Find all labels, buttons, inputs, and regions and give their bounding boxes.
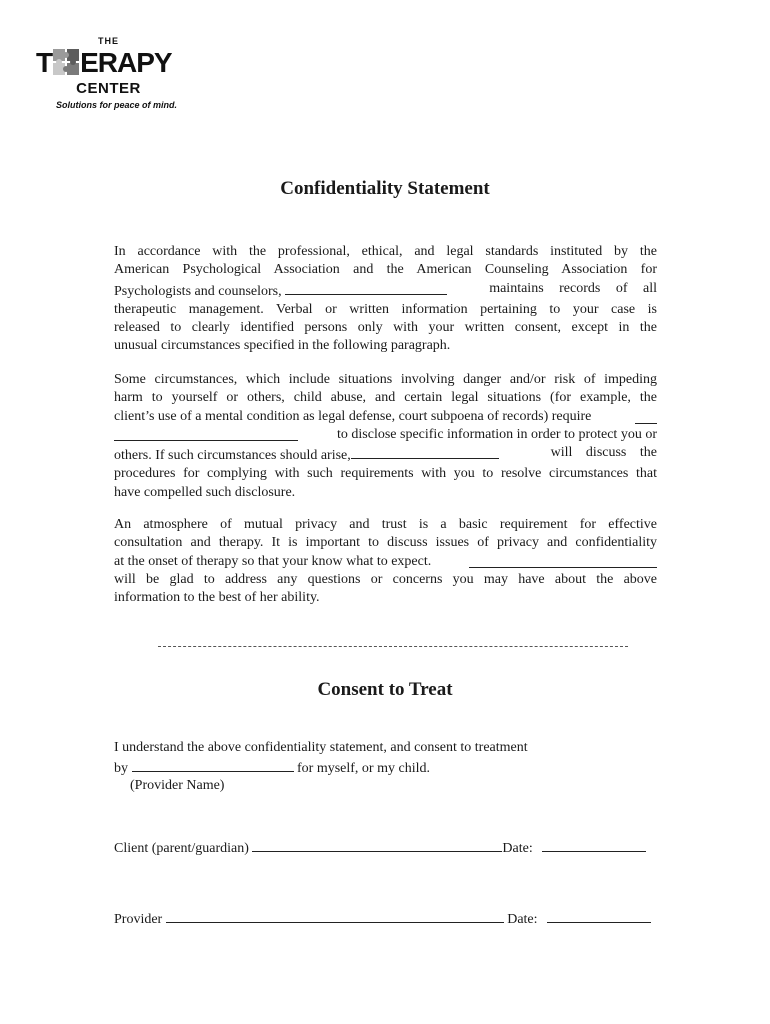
confidentiality-paragraph-3 <box>114 516 657 607</box>
text-fragment: Psychologists and counselors, <box>114 280 447 301</box>
provider-name-blank-2b[interactable] <box>114 426 298 441</box>
text-line: In accordance with the professional, ethical, and legal standards instituted by the <box>114 244 657 259</box>
text-line: procedures for complying with such requirements with you to resolve circumstances that <box>114 466 657 482</box>
text-line <box>114 280 657 301</box>
logo-tagline: Solutions for peace of mind. <box>56 100 178 110</box>
text-fragment: maintains records of all <box>489 280 657 296</box>
confidentiality-title: Confidentiality Statement <box>280 178 490 199</box>
text-line <box>114 444 657 465</box>
client-signature-row <box>114 837 657 857</box>
text-fragment: at the onset of therapy so that your know what to expect. <box>114 553 432 569</box>
text-fragment: to disclose specific information in order to protect you or <box>337 426 657 442</box>
provider-label: Provider <box>114 912 163 927</box>
logo-center-text: CENTER <box>76 80 141 97</box>
logo-the-text: THE <box>98 36 119 46</box>
consent-title: Consent to Treat <box>317 679 453 700</box>
client-label: Client (parent/guardian) <box>114 841 249 856</box>
consent-statement: I understand the above confidentiality statement, and consent to treatment <box>114 740 528 755</box>
text-line: will be glad to address any questions or concerns you may have about the above <box>114 571 657 587</box>
text-line: An atmosphere of mutual privacy and trust is a basic requirement for effective <box>114 517 657 532</box>
provider-signature-field[interactable] <box>166 908 504 923</box>
client-signature-field[interactable] <box>252 837 502 852</box>
consent-by-line: by for myself, or my child. <box>114 757 674 778</box>
text-line: consultation and therapy. It is important to discuss issues of privacy and confidentiality <box>114 535 657 551</box>
text-line <box>114 426 657 444</box>
provider-name-field[interactable] <box>132 757 294 772</box>
text-line <box>114 553 657 571</box>
text-fragment: will discuss the <box>550 445 657 461</box>
provider-date-field[interactable] <box>547 908 651 923</box>
provider-name-blank-3[interactable] <box>351 444 499 459</box>
text-line: harm to yourself or others, child abuse, and certain legal situations (for example, the <box>114 390 657 406</box>
therapy-center-logo <box>36 36 181 116</box>
confidentiality-paragraph-1 <box>114 243 657 356</box>
provider-name-blank-2a[interactable] <box>635 409 657 424</box>
confidentiality-paragraph-2 <box>114 371 657 502</box>
date-label: Date: <box>507 912 538 927</box>
puzzle-icon <box>52 48 80 76</box>
logo-therapy-text: T ERAPY <box>36 47 172 78</box>
provider-signature-row <box>114 908 657 928</box>
text-line: information to the best of her ability. <box>114 590 320 606</box>
provider-name-blank-1[interactable] <box>285 280 447 295</box>
text-line: American Psychological Association and the American Counseling Association for <box>114 262 657 278</box>
dashed-divider <box>158 646 628 647</box>
text-line: released to clearly identified persons only with your written consent, except in the <box>114 320 657 336</box>
text-line <box>114 408 657 426</box>
text-line: therapeutic management. Verbal or written information pertaining to your case is <box>114 301 657 317</box>
client-date-field[interactable] <box>542 837 646 852</box>
text-fragment: others. If such circumstances should arise, <box>114 444 499 465</box>
text-fragment: client’s use of a mental condition as legal defense, court subpoena of records) require <box>114 408 592 424</box>
text-line: unusual circumstances specified in the following paragraph. <box>114 338 451 354</box>
date-label: Date: <box>502 841 533 856</box>
text-line: have compelled such disclosure. <box>114 484 296 500</box>
provider-name-caption: (Provider Name) <box>130 778 225 793</box>
text-line: Some circumstances, which include situations involving danger and/or risk of impeding <box>114 372 657 387</box>
provider-name-blank-4[interactable] <box>469 553 657 568</box>
